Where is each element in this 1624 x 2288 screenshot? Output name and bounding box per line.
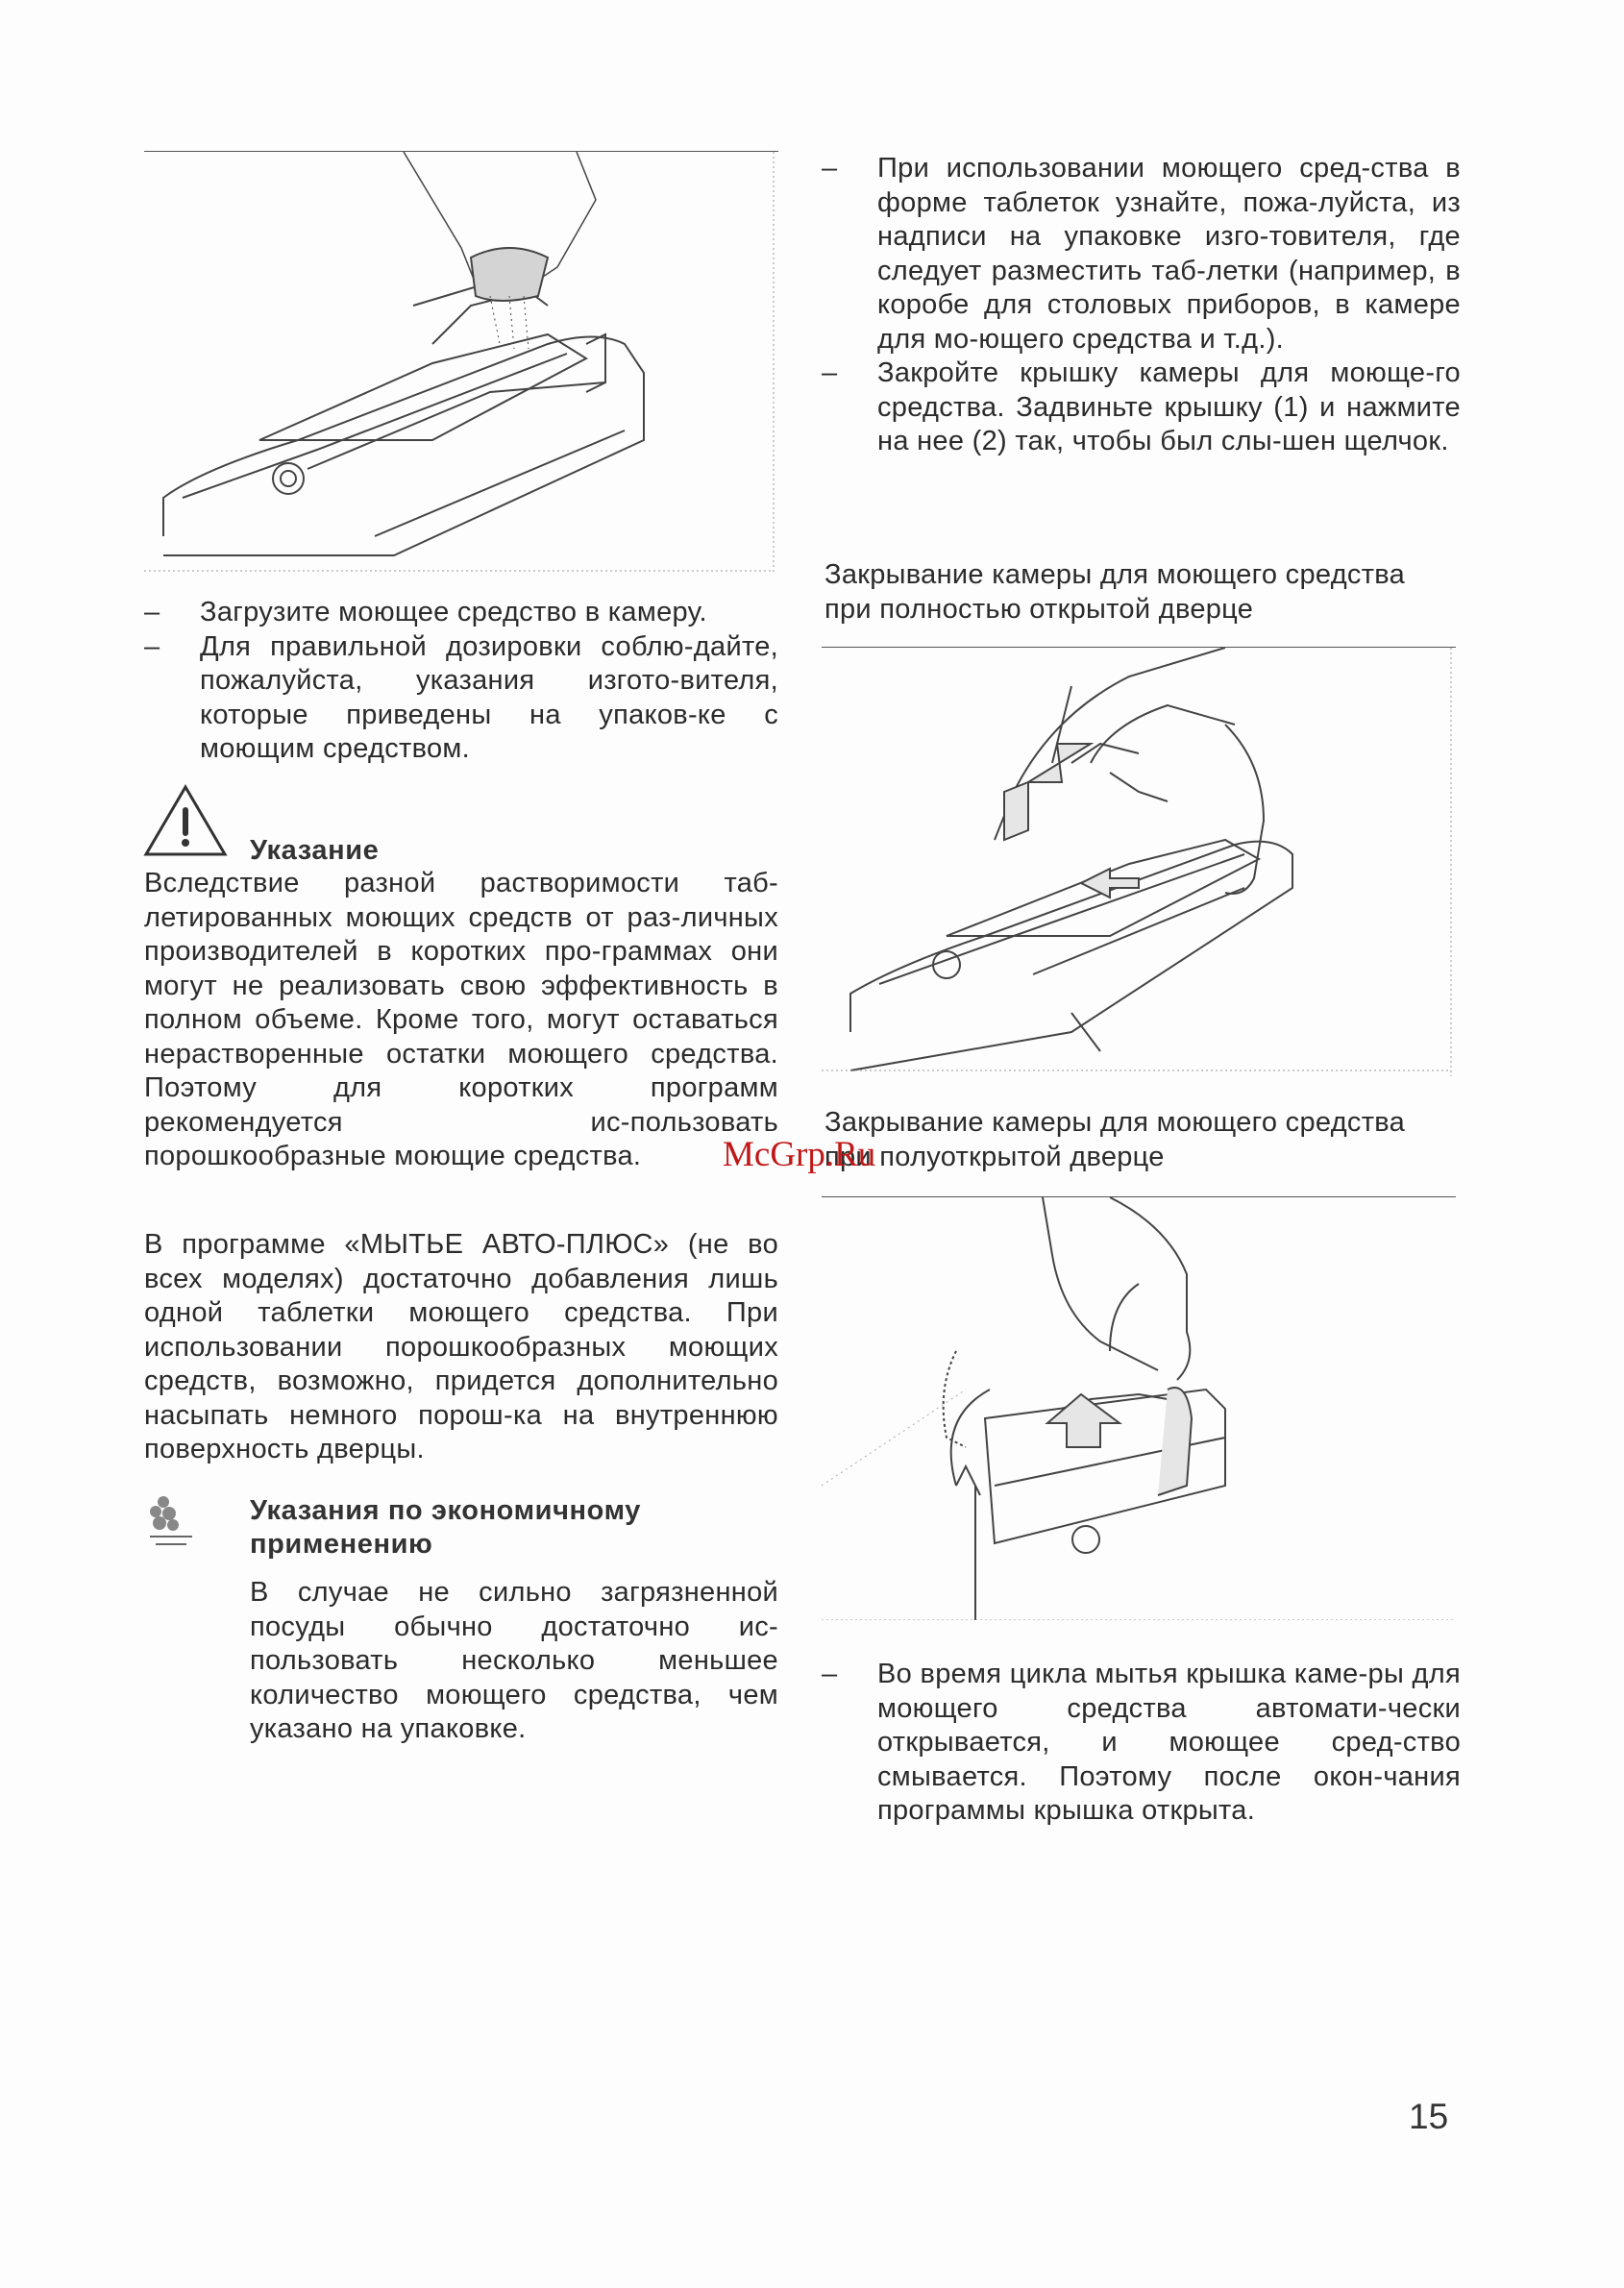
figure-close-half-open bbox=[822, 1196, 1456, 1620]
dispenser-load-illustration bbox=[144, 152, 778, 575]
close-lid-full-open-illustration bbox=[822, 648, 1456, 1076]
final-instruction-list bbox=[822, 1658, 1461, 1829]
eco-icon bbox=[142, 1492, 200, 1550]
list-item: – Для правильной дозировки соблю-дайте, пожалуйста, указания изгото-вителя, которые приведены на упаков-ке с моющим средством. bbox=[144, 630, 778, 764]
eco-title: Указания по экономичному применению bbox=[250, 1495, 641, 1560]
list-item: – При использовании моющего сред-ства в форме таблеток узнайте, пожа-луйста, из надписи на упаковке изго-товителя, где следует разместить таб-летки (например, в коробе для столовых приборов, в камере для мо-ющего средства и т.д.). bbox=[822, 153, 1461, 355]
eco-text: В случае не сильно загрязненной посуды обычно достаточно ис-пользовать несколько меньшее количество моющего средства, чем указано на упаковке. bbox=[250, 1577, 778, 1744]
list-item: – Закройте крышку камеры для моюще-го средства. Задвиньте крышку (1) и нажмите на нее (2) так, чтобы был слы-шен щелчок. bbox=[822, 357, 1461, 456]
page-number: 15 bbox=[1409, 2097, 1449, 2136]
left-instruction-list bbox=[144, 596, 778, 767]
list-item: – Загрузите моющее средство в камеру. bbox=[144, 597, 707, 627]
note-paragraph-1: Вследствие разной растворимости таб-летированных моющих средств от раз-личных производителей в коротких про-граммах они могут не реализовать свою эффективность в полном объеме. Кроме того, могут оставаться нерастворенные остатки моющего средства. Поэтому для коротких программ рекомендуется ис-пользовать порошкообразные моющие средства. bbox=[144, 868, 778, 1171]
caption-half-open-door: Закрывание камеры для моющего средства при полуоткрытой дверце bbox=[824, 1107, 1406, 1172]
figure-close-full-open bbox=[822, 647, 1456, 1076]
figure-load-detergent bbox=[144, 151, 778, 575]
list-item: – Во время цикла мытья крышка каме-ры для моющего средства автомати-чески открывается, и моющее сред-ство смывается. Поэтому после окон-чания программы крышка открыта. bbox=[822, 1659, 1461, 1826]
note-title: Указание bbox=[250, 835, 380, 866]
warning-icon bbox=[142, 783, 229, 860]
note-paragraph-2: В программе «МЫТЬЕ АВТО-ПЛЮС» (не во всех моделях) достаточно добавления лишь одной таблетки моющего средства. При использовании порошкообразных моющих средств, возможно, придется дополнительно насыпать немного порош-ка на внутреннюю поверхность дверцы. bbox=[144, 1229, 778, 1464]
caption-full-open-door: Закрывание камеры для моющего средства при полностью открытой дверце bbox=[824, 559, 1406, 625]
close-lid-half-open-illustration bbox=[822, 1197, 1456, 1620]
watermark: McGrp.Ru bbox=[723, 1135, 876, 1174]
right-instruction-list bbox=[822, 152, 1461, 459]
